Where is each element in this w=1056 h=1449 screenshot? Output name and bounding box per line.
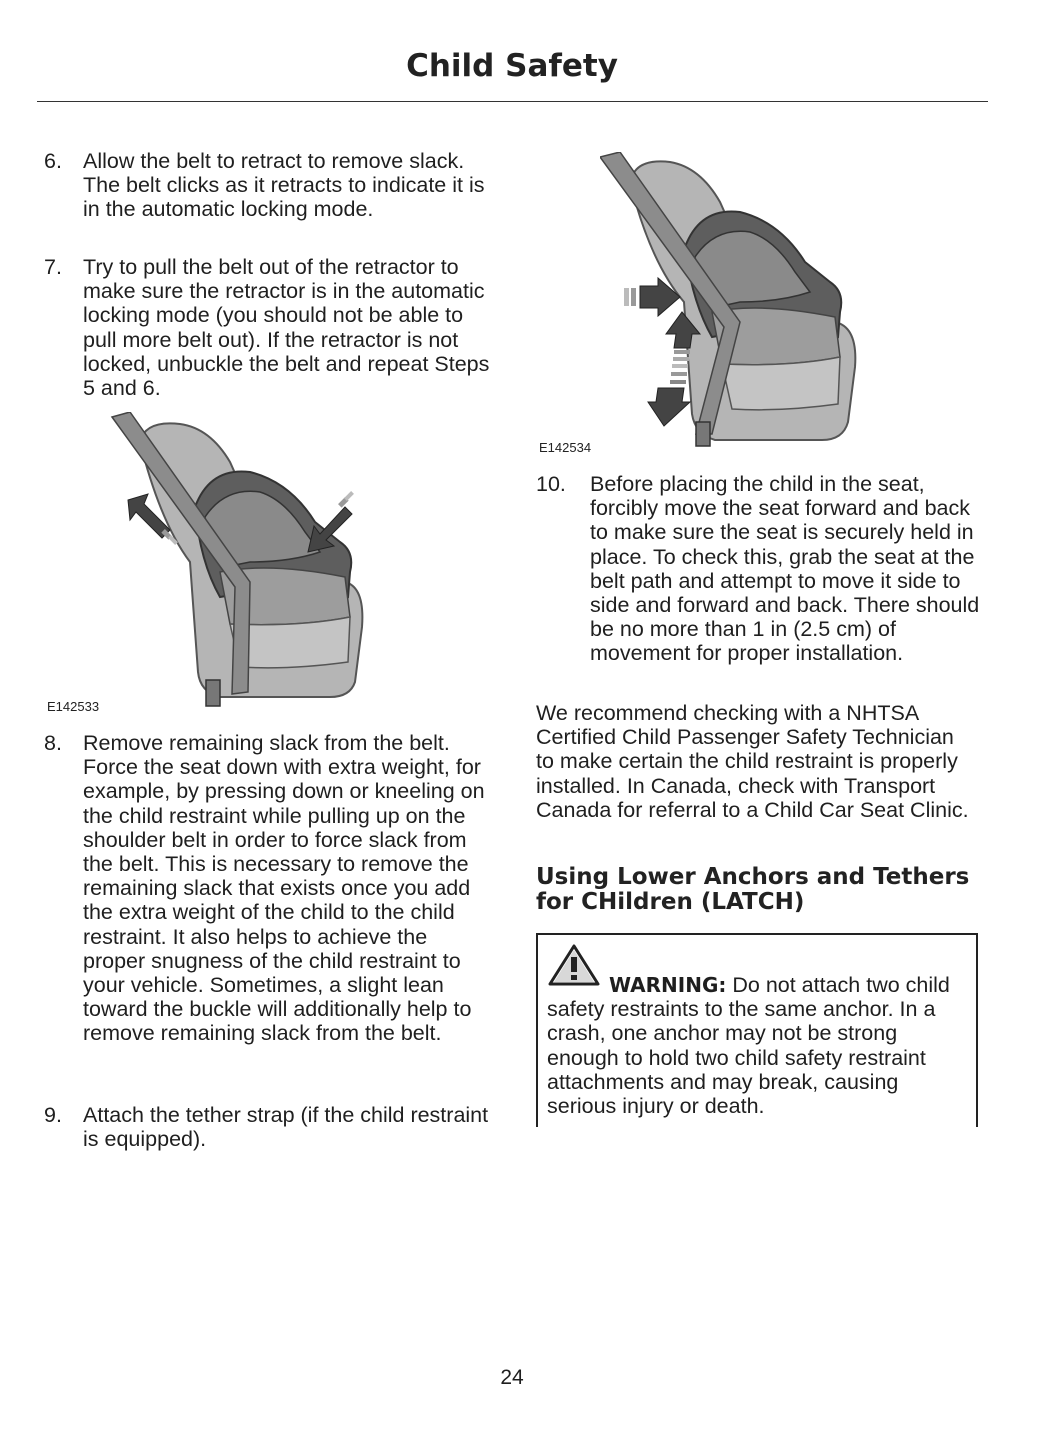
car-seat-illustration xyxy=(600,152,870,450)
figure-code: E142533 xyxy=(47,699,100,714)
recommend-paragraph: We recommend checking with a NHTSA Certified Child Passenger Safety Technician to make certain the child restraint is properly installed. In Canada, check with Transport Canada for referral to a Child Car Seat Clinic. xyxy=(536,701,969,822)
warning-text xyxy=(547,973,967,1118)
page-title: Child Safety xyxy=(406,48,618,84)
step-text: Try to pull the belt out of the retractor to make sure the retractor is in the automatic locking mode (you should not be able to pull more belt out). If the retractor is not locked, unbuckle the belt and repeat Steps 5 and 6. xyxy=(83,255,490,401)
step-7 xyxy=(44,255,494,405)
step-10 xyxy=(536,472,986,692)
step-text: Remove remaining slack from the belt. Force the seat down with extra weight, for example, by pressing down or kneeling on the child restraint while pulling up on the shoulder belt in order to force slack from the belt. This is necessary to remove the remaining slack that exists once you add the extra weight of the child to the child restraint. It also helps to achieve the proper snugness of the child restraint to your vehicle. Sometimes, a slight lean toward the buckle will additionally help to remove remaining slack from the belt. xyxy=(83,731,485,1046)
page-number: 24 xyxy=(500,1366,524,1389)
figure-seat-movement-check xyxy=(600,152,870,450)
step-8 xyxy=(44,731,494,1096)
figure-code: E142534 xyxy=(539,440,592,455)
header-divider xyxy=(37,101,988,102)
warning-body: Do not attach two child safety restraints to the same anchor. In a crash, one anchor may not be strong enough to hold two child safety restraint attachments and may break, causing serious injury or death. xyxy=(547,973,950,1119)
figure-seat-belt-tighten xyxy=(100,412,390,710)
step-number: 6. xyxy=(44,149,62,173)
step-number: 7. xyxy=(44,255,62,279)
step-text: Before placing the child in the seat, forcibly move the seat forward and back to make sure the seat is securely held in place. To check this, grab the seat at the belt path and attempt to move it side to side and forward and back. There should be no more than 1 in (2.5 cm) of movement for proper installation. xyxy=(590,472,980,666)
step-text: Allow the belt to retract to remove slack. The belt clicks as it retracts to indicate it is in the automatic locking mode. xyxy=(83,149,485,222)
step-9 xyxy=(44,1103,494,1155)
step-number: 10. xyxy=(536,472,566,496)
car-seat-illustration xyxy=(100,412,390,710)
step-number: 8. xyxy=(44,731,62,755)
warning-box xyxy=(536,933,978,1127)
section-heading: Using Lower Anchors and Tethers for CHildren (LATCH) xyxy=(536,864,970,915)
step-number: 9. xyxy=(44,1103,62,1127)
step-text: Attach the tether strap (if the child restraint is equipped). xyxy=(83,1103,489,1152)
step-6 xyxy=(44,149,494,249)
warning-label: WARNING: xyxy=(609,973,727,997)
